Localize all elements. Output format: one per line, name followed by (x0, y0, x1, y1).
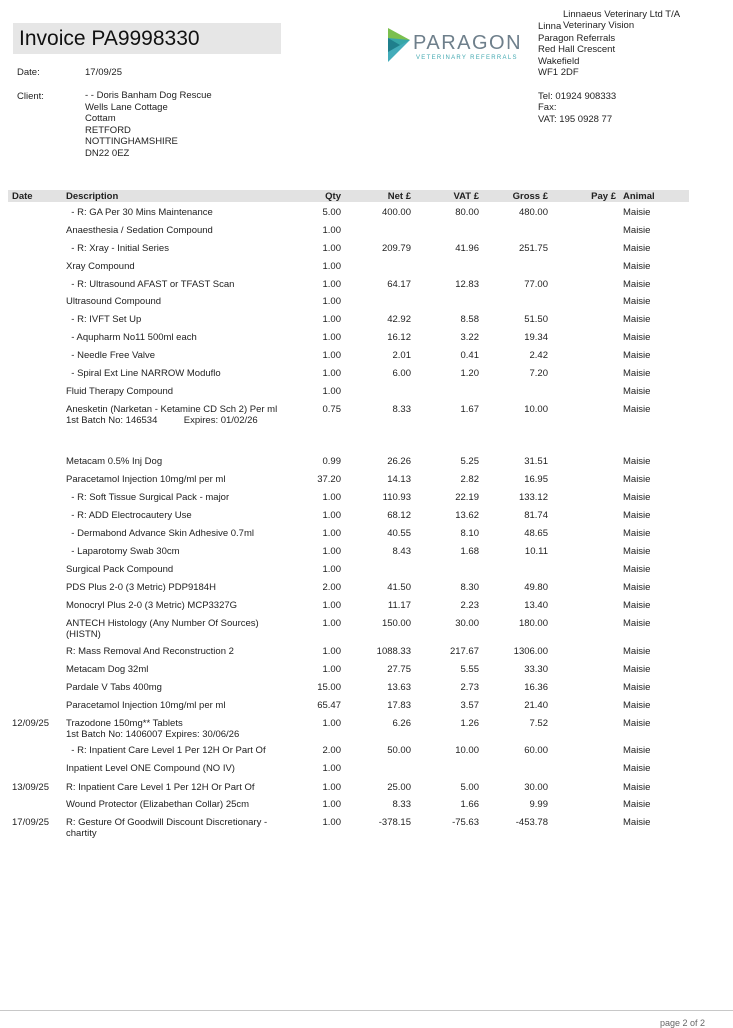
row-animal: Maisie (623, 368, 651, 379)
paragon-logo-icon (388, 28, 410, 62)
row-vat: 30.00 (455, 618, 479, 629)
row-net: 6.26 (392, 718, 411, 729)
client-line: - - Doris Banham Dog Rescue (85, 90, 212, 101)
row-animal: Maisie (623, 456, 651, 467)
row-description: - Spiral Ext Line NARROW Moduflo (66, 368, 221, 379)
col-net: Net £ (387, 191, 411, 202)
col-pay: Pay £ (591, 191, 616, 202)
row-qty: 1.00 (322, 528, 341, 539)
row-animal: Maisie (623, 618, 651, 629)
date-label: Date: (17, 67, 40, 78)
company-address (538, 33, 615, 79)
row-date: 17/09/25 (12, 817, 49, 828)
row-animal: Maisie (623, 546, 651, 557)
row-description: R: Inpatient Care Level 1 Per 12H Or Part Of (66, 782, 255, 793)
row-net: 27.75 (387, 664, 411, 675)
row-gross: 1306.00 (513, 646, 548, 657)
row-net: 50.00 (387, 745, 411, 756)
page-number: page 2 of 2 (659, 1018, 705, 1028)
row-vat: 2.73 (460, 682, 479, 693)
row-gross: 21.40 (524, 700, 548, 711)
row-vat: 3.22 (460, 332, 479, 343)
row-gross: 33.30 (524, 664, 548, 675)
row-animal: Maisie (623, 600, 651, 611)
row-description: Monocryl Plus 2-0 (3 Metric) MCP3327G (66, 600, 238, 611)
row-description: Trazodone 150mg** Tablets (66, 718, 183, 729)
client-line: Cottam (85, 113, 116, 125)
row-vat: 3.57 (460, 700, 479, 711)
company-name-block (563, 9, 680, 32)
company-line: Paragon Referrals (538, 33, 616, 44)
col-date: Date (12, 191, 33, 202)
row-qty: 1.00 (322, 279, 341, 290)
row-net: 16.12 (387, 332, 411, 343)
row-qty: 1.00 (322, 546, 341, 557)
row-description: - Aqupharm No11 500ml each (66, 332, 197, 343)
row-gross: 77.00 (524, 279, 548, 290)
row-vat: 1.67 (460, 404, 479, 415)
row-description: 1st Batch No: 1406007 Expires: 30/06/26 (66, 729, 240, 740)
row-qty: 1.00 (322, 782, 341, 793)
row-animal: Maisie (623, 261, 651, 272)
row-animal: Maisie (623, 386, 651, 397)
row-description: - R: ADD Electrocautery Use (66, 510, 192, 521)
invoice-title: Invoice PA9998330 (13, 23, 281, 54)
row-net: 40.55 (387, 528, 411, 539)
row-description: (HISTN) (66, 629, 101, 640)
row-gross: 31.51 (524, 456, 548, 467)
page-edge (0, 1010, 733, 1011)
row-qty: 1.00 (322, 646, 341, 657)
row-animal: Maisie (623, 404, 651, 415)
row-qty: 1.00 (322, 564, 341, 575)
row-description: Xray Compound (66, 261, 135, 272)
row-net: 6.00 (392, 368, 411, 379)
row-qty: 1.00 (322, 600, 341, 611)
col-animal: Animal (623, 191, 655, 202)
row-qty: 5.00 (322, 207, 341, 218)
row-animal: Maisie (623, 492, 651, 503)
row-description: - Needle Free Valve (66, 350, 156, 361)
row-qty: 1.00 (322, 763, 341, 774)
row-net: 68.12 (387, 510, 411, 521)
row-net: 209.79 (381, 243, 411, 254)
row-net: 64.17 (387, 279, 411, 290)
row-description: Surgical Pack Compound (66, 564, 174, 575)
row-vat: 41.96 (455, 243, 479, 254)
row-animal: Maisie (623, 225, 651, 236)
row-animal: Maisie (623, 296, 651, 307)
client-line: Wells Lane Cottage (85, 101, 168, 113)
client-line: DN22 0EZ (85, 147, 130, 159)
row-vat: 1.68 (460, 546, 479, 557)
row-description: Paracetamol Injection 10mg/ml per ml (66, 474, 226, 485)
company-line: Veterinary Vision (563, 20, 635, 32)
row-qty: 1.00 (322, 350, 341, 361)
row-gross: 7.20 (529, 368, 548, 379)
client-label: Client: (17, 91, 44, 102)
row-description: Fluid Therapy Compound (66, 386, 174, 397)
row-vat: -75.63 (452, 817, 479, 828)
col-vat: VAT £ (453, 191, 479, 202)
date-value: 17/09/25 (85, 67, 122, 78)
row-gross: 9.99 (529, 799, 548, 810)
col-qty: Qty (325, 191, 341, 202)
row-qty: 1.00 (322, 618, 341, 629)
row-net: 8.43 (392, 546, 411, 557)
row-qty: 0.75 (322, 404, 341, 415)
row-vat: 8.30 (460, 582, 479, 593)
row-description: Anaesthesia / Sedation Compound (66, 225, 213, 236)
row-qty: 1.00 (322, 799, 341, 810)
row-vat: 10.00 (455, 745, 479, 756)
row-animal: Maisie (623, 314, 651, 325)
row-qty: 1.00 (322, 332, 341, 343)
client-address (85, 90, 212, 160)
row-qty: 1.00 (322, 314, 341, 325)
row-qty: 1.00 (322, 510, 341, 521)
row-animal: Maisie (623, 243, 651, 254)
row-gross: 10.00 (524, 404, 548, 415)
row-gross: 180.00 (518, 618, 548, 629)
row-qty: 1.00 (322, 664, 341, 675)
col-gross: Gross £ (512, 191, 548, 202)
row-vat: 8.58 (460, 314, 479, 325)
row-gross: 16.95 (524, 474, 548, 485)
row-net: 8.33 (392, 799, 411, 810)
row-net: 2.01 (392, 350, 411, 361)
row-description: Ultrasound Compound (66, 296, 162, 307)
row-qty: 2.00 (322, 745, 341, 756)
row-description: Pardale V Tabs 400mg (66, 682, 162, 693)
row-gross: 51.50 (524, 314, 548, 325)
row-net: 13.63 (387, 682, 411, 693)
row-net: 41.50 (387, 582, 411, 593)
row-net: 42.92 (387, 314, 411, 325)
row-animal: Maisie (623, 564, 651, 575)
row-vat: 13.62 (455, 510, 479, 521)
row-description: - R: Ultrasound AFAST or TFAST Scan (66, 279, 235, 290)
row-animal: Maisie (623, 682, 651, 693)
row-net: 14.13 (387, 474, 411, 485)
row-animal: Maisie (623, 664, 651, 675)
row-vat: 217.67 (449, 646, 479, 657)
company-prefix: Linna (538, 21, 562, 32)
row-animal: Maisie (623, 350, 651, 361)
row-date: 13/09/25 (12, 782, 49, 793)
company-line: Wakefield (538, 55, 580, 67)
row-net: 150.00 (381, 618, 411, 629)
row-description: R: Mass Removal And Reconstruction 2 (66, 646, 234, 657)
row-vat: 5.55 (460, 664, 479, 675)
row-description: Inpatient Level ONE Compound (NO IV) (66, 763, 235, 774)
row-gross: 13.40 (524, 600, 548, 611)
row-qty: 65.47 (317, 700, 341, 711)
row-gross: 7.52 (529, 718, 548, 729)
row-net: 26.26 (387, 456, 411, 467)
row-vat: 12.83 (455, 279, 479, 290)
row-qty: 1.00 (322, 368, 341, 379)
row-qty: 1.00 (322, 261, 341, 272)
row-qty: 15.00 (317, 682, 341, 693)
company-line: WF1 2DF (538, 67, 579, 79)
row-description: - Laparotomy Swab 30cm (66, 546, 180, 557)
row-vat: 1.26 (460, 718, 479, 729)
client-line: RETFORD (85, 124, 131, 136)
company-contact (538, 91, 616, 125)
row-net: 1088.33 (376, 646, 411, 657)
row-description: Metacam 0.5% Inj Dog (66, 456, 163, 467)
row-vat: 2.82 (460, 474, 479, 485)
row-vat: 5.25 (460, 456, 479, 467)
row-description: Wound Protector (Elizabethan Collar) 25cm (66, 799, 250, 810)
row-gross: 60.00 (524, 745, 548, 756)
company-tel: Tel: 01924 908333 (538, 91, 617, 102)
row-net: 11.17 (387, 600, 411, 611)
logo-subtitle: VETERINARY REFERRALS (416, 55, 518, 61)
row-gross: 480.00 (518, 207, 548, 218)
row-qty: 1.00 (322, 817, 341, 828)
row-description: Paracetamol Injection 10mg/ml per ml (66, 700, 226, 711)
row-description: - Dermabond Advance Skin Adhesive 0.7ml (66, 528, 254, 539)
row-animal: Maisie (623, 799, 651, 810)
client-line: NOTTINGHAMSHIRE (85, 136, 178, 148)
row-gross: -453.78 (515, 817, 548, 828)
company-fax: Fax: (538, 102, 557, 114)
row-description: chartity (66, 828, 97, 839)
row-gross: 2.42 (529, 350, 548, 361)
row-date: 12/09/25 (12, 718, 49, 729)
row-gross: 16.36 (524, 682, 548, 693)
company-vat: VAT: 195 0928 77 (538, 113, 613, 125)
row-animal: Maisie (623, 745, 651, 756)
row-qty: 1.00 (322, 243, 341, 254)
row-vat: 1.66 (460, 799, 479, 810)
row-animal: Maisie (623, 582, 651, 593)
row-animal: Maisie (623, 763, 651, 774)
company-line: Red Hall Crescent (538, 44, 616, 56)
row-description: - R: Inpatient Care Level 1 Per 12H Or Part Of (66, 745, 266, 756)
row-gross: 133.12 (518, 492, 548, 503)
row-animal: Maisie (623, 700, 651, 711)
row-animal: Maisie (623, 782, 651, 793)
row-gross: 19.34 (524, 332, 548, 343)
row-description: Anesketin (Narketan - Ketamine CD Sch 2) Per ml (66, 404, 278, 415)
row-net: -378.15 (378, 817, 411, 828)
row-description: - R: IVFT Set Up (66, 314, 142, 325)
row-qty: 1.00 (322, 718, 341, 729)
row-qty: 1.00 (322, 386, 341, 397)
row-gross: 10.11 (524, 546, 548, 557)
row-description: PDS Plus 2-0 (3 Metric) PDP9184H (66, 582, 216, 593)
logo-wordmark: PARAGON (413, 32, 523, 54)
row-gross: 49.80 (524, 582, 548, 593)
row-description: R: Gesture Of Goodwill Discount Discretionary - (66, 817, 268, 828)
row-description: ANTECH Histology (Any Number Of Sources) (66, 618, 259, 629)
row-description: - R: Xray - Initial Series (66, 243, 169, 254)
row-net: 110.93 (382, 492, 411, 503)
row-qty: 1.00 (322, 225, 341, 236)
row-gross: 48.65 (524, 528, 548, 539)
col-description: Description (66, 191, 119, 202)
row-description: Metacam Dog 32ml (66, 664, 149, 675)
row-qty: 1.00 (322, 296, 341, 307)
row-gross: 30.00 (524, 782, 548, 793)
row-animal: Maisie (623, 207, 651, 218)
row-description: 1st Batch No: 146534 Expires: 01/02/26 (66, 415, 258, 426)
row-vat: 80.00 (455, 207, 479, 218)
row-vat: 22.19 (455, 492, 479, 503)
row-vat: 8.10 (460, 528, 479, 539)
row-animal: Maisie (623, 332, 651, 343)
row-qty: 1.00 (322, 492, 341, 503)
row-animal: Maisie (623, 279, 651, 290)
row-gross: 251.75 (518, 243, 548, 254)
row-qty: 0.99 (322, 456, 341, 467)
row-description: - R: GA Per 30 Mins Maintenance (66, 207, 213, 218)
row-net: 25.00 (387, 782, 411, 793)
row-qty: 37.20 (317, 474, 341, 485)
row-net: 400.00 (381, 207, 411, 218)
row-animal: Maisie (623, 474, 651, 485)
row-vat: 5.00 (460, 782, 479, 793)
row-description: - R: Soft Tissue Surgical Pack - major (66, 492, 230, 503)
row-animal: Maisie (623, 817, 651, 828)
row-animal: Maisie (623, 528, 651, 539)
row-animal: Maisie (623, 646, 651, 657)
row-qty: 2.00 (322, 582, 341, 593)
row-net: 17.83 (387, 700, 411, 711)
row-vat: 2.23 (460, 600, 479, 611)
row-vat: 0.41 (460, 350, 479, 361)
row-gross: 81.74 (524, 510, 548, 521)
row-net: 8.33 (392, 404, 411, 415)
row-animal: Maisie (623, 510, 651, 521)
row-vat: 1.20 (460, 368, 479, 379)
row-animal: Maisie (623, 718, 651, 729)
company-line: Linnaeus Veterinary Ltd T/A (563, 9, 681, 20)
